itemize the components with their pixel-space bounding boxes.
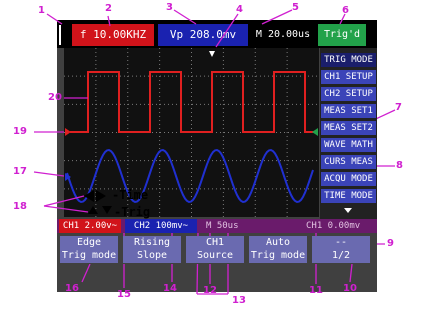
- callout-15: 15: [117, 289, 131, 300]
- softkey-value: --: [334, 237, 348, 248]
- softkey-label: Trig mode: [250, 250, 306, 261]
- menu-scroll-down-icon[interactable]: [344, 208, 352, 213]
- softkey-source[interactable]: [186, 236, 244, 263]
- callout-6: 6: [342, 5, 349, 16]
- softkey-label: Slope: [136, 250, 168, 261]
- softkey-trig-mode[interactable]: [249, 236, 307, 263]
- callout-5: 5: [292, 2, 299, 13]
- callout-1: 1: [38, 5, 45, 16]
- menu-item-meas-set2[interactable]: MEAS SET2: [321, 121, 376, 135]
- callout-16: 16: [65, 283, 79, 294]
- softkey-slope[interactable]: [123, 236, 181, 263]
- softkey-page[interactable]: [312, 236, 370, 263]
- callout-9: 9: [387, 238, 394, 249]
- time-legend-label: -Time: [112, 188, 149, 202]
- trigger-level-readout: CH1 0.00mv: [306, 221, 361, 231]
- callout-17: 17: [13, 166, 27, 177]
- ch2-waveform: [67, 150, 313, 202]
- frequency-readout: f 10.00KHZ: [72, 24, 154, 46]
- softkey-value: CH1: [205, 237, 225, 248]
- trig-up-arrow-icon: [88, 206, 98, 214]
- softkey-label: Trig mode: [61, 250, 117, 261]
- menu-item-meas-set1[interactable]: MEAS SET1: [321, 104, 376, 118]
- timebase-readout: M 20.00us: [252, 24, 314, 46]
- trig-legend-label: -Trig: [114, 205, 151, 219]
- trigger-level-marker: [312, 128, 318, 136]
- trig-down-arrow-icon: [102, 206, 112, 214]
- callout-2: 2: [105, 3, 112, 14]
- ch2-scale-readout: CH2 100mv~: [125, 219, 197, 233]
- callout-7: 7: [395, 102, 402, 113]
- softkey-label: Source: [196, 250, 234, 261]
- softkey-value: Edge: [76, 237, 102, 248]
- time-right-arrow-icon: [96, 190, 106, 202]
- callout-8: 8: [396, 160, 403, 171]
- callout-10: 10: [343, 283, 357, 294]
- callout-12: 12: [203, 285, 217, 296]
- trigger-status-badge: Trig'd: [318, 24, 366, 46]
- ch1-level-marker: [65, 128, 71, 136]
- horizontal-position-readout: M 50us: [206, 221, 239, 231]
- menu-item-trig-mode[interactable]: TRIG MODE: [321, 53, 376, 67]
- ch1-scale-readout: CH1 2.00v~: [59, 219, 121, 233]
- softkey-value: Auto: [265, 237, 291, 248]
- callout-19: 19: [13, 126, 27, 137]
- menu-item-curs-meas[interactable]: CURS MEAS: [321, 155, 376, 169]
- softkey-value: Rising: [133, 237, 171, 248]
- menu-item-acqu-mode[interactable]: ACQU MODE: [321, 172, 376, 186]
- callout-11: 11: [309, 285, 323, 296]
- callout-14: 14: [163, 283, 177, 294]
- menu-item-wave-math[interactable]: WAVE MATH: [321, 138, 376, 152]
- callout-13: 13: [232, 295, 246, 306]
- softkey-label: 1/2: [331, 250, 351, 261]
- vpp-readout: Vp 208.0mv: [158, 24, 248, 46]
- callout-18: 18: [13, 201, 27, 212]
- softkey-trig-type[interactable]: [60, 236, 118, 263]
- callout-20: 20: [48, 92, 62, 103]
- callout-3: 3: [166, 2, 173, 13]
- callout-4: 4: [236, 4, 243, 15]
- menu-item-ch1-setup[interactable]: CH1 SETUP: [321, 70, 376, 84]
- menu-item-ch2-setup[interactable]: CH2 SETUP: [321, 87, 376, 101]
- trigger-position-marker: [209, 51, 215, 57]
- menu-item-time-mode[interactable]: TIME MODE: [321, 189, 376, 203]
